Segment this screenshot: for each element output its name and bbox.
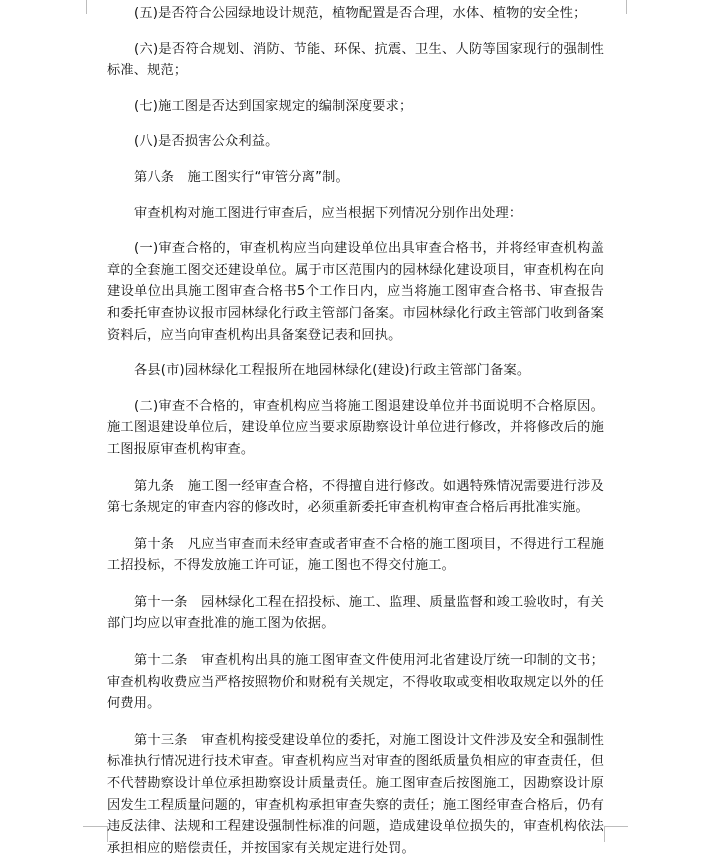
paragraph-item-7: (七)施工图是否达到国家规定的编制深度要求； [134,98,413,114]
article-8-county-note: 各县(市)园林绿化工程报所在地园林绿化(建设)行政主管部门备案。 [134,363,531,379]
article-13: 第十三条 审查机构接受建设单位的委托，对施工图设计文件涉及安全和强制性标准执行情况进行技术审查。审查机构应当对审查的图纸质量负相应的审查责任，但不代替勘察设计单位承担勘察设计质量责任。施工图审查后按图施工，因勘察设计原因发生工程质量问题的，审查机构承担审查失察的责任；施工图经审查合格后，仍有违反法律、法规和工程建设强制性标准的问题，造成建设单位损失的，审查机构依法承担相应的赔偿责任，并按国家有关规定进行处罚。 [107,732,604,856]
paragraph-item-5: (五)是否符合公园绿地设计规范，植物配置是否合理，水体、植物的安全性； [134,6,587,21]
article-12: 第十二条 审查机构出具的施工图审查文件使用河北省建设厅统一印制的文书；审查机构收费应当严格按照物价和财税有关规定，不得收取或变相收取规定以外的任何费用。 [107,653,604,712]
paragraph-item-8: (八)是否损害公众利益。 [134,134,279,150]
article-8: 第八条 施工图实行“审管分离”制。 [134,169,349,185]
paragraph-item-6: (六)是否符合规划、消防、节能、环保、抗震、卫生、人防等国家现行的强制性标准、规范； [107,41,604,79]
article-9: 第九条 施工图一经审查合格，不得擅自进行修改。如遇特殊情况需要进行涉及第七条规定的审查内容的修改时，必须重新委托审查机构审查合格后再批准实施。 [107,478,604,516]
crop-mark-bottom-left-horizontal [83,826,107,827]
crop-mark-bottom-right-horizontal [604,826,628,827]
crop-mark-bottom-right-vertical [604,826,605,842]
crop-mark-top-right-vertical [626,0,627,14]
article-8-item-1: (一)审查合格的，审查机构应当向建设单位出具审查合格书，并将经审查机构盖章的全套施工图交还建设单位。属于市区范围内的园林绿化建设项目，审查机构在向建设单位出具施工图审查合格书5个工作日内，应当将施工图审查合格书、审查报告和委托审查协议报市园林绿化行政主管部门备案。市园林绿化行政主管部门收到备案资料后，应当向审查机构出具备案登记表和回执。 [107,241,604,343]
article-10: 第十条 凡应当审查而未经审查或者审查不合格的施工图项目，不得进行工程施工招投标，不得发放施工许可证，施工图也不得交付施工。 [107,536,604,574]
crop-mark-top-left-vertical [86,0,87,14]
article-8-intro: 审查机构对施工图进行审查后，应当根据下列情况分别作出处理： [134,205,523,221]
article-11: 第十一条 园林绿化工程在招投标、施工、监理、质量监督和竣工验收时，有关部门均应以审查批准的施工图为依据。 [107,594,604,632]
article-8-item-2: (二)审查不合格的，审查机构应当将施工图退建设单位并书面说明不合格原因。施工图退建设单位后，建设单位应当要求原勘察设计单位进行修改，并将修改后的施工图报原审查机构审查。 [107,398,604,457]
document-body [107,3,604,859]
